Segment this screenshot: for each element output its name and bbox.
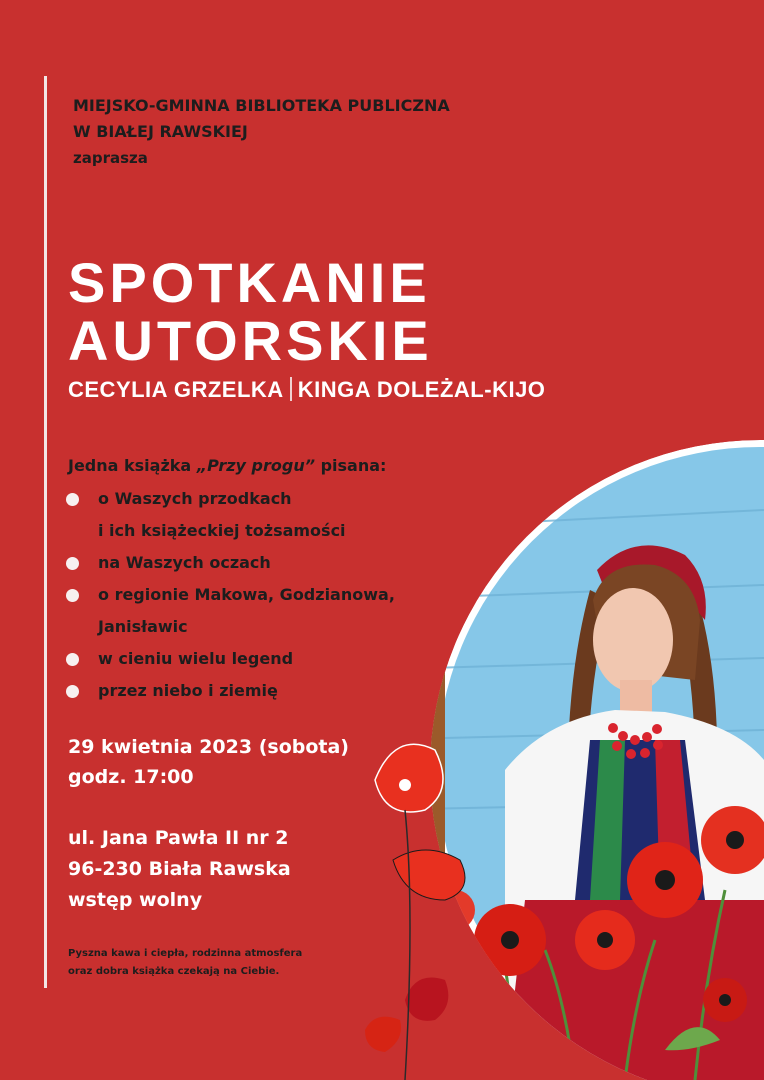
list-item-text-cont: i ich książeckiej tożsamości xyxy=(98,521,346,540)
event-time: godz. 17:00 xyxy=(68,766,194,788)
address-street: ul. Jana Pawła II nr 2 xyxy=(68,827,289,849)
photo-illustration xyxy=(365,440,764,1080)
list-item-text: w cieniu wielu legend xyxy=(98,649,294,668)
decorative-vertical-line xyxy=(44,76,47,988)
organizer-block xyxy=(73,93,450,171)
bullet-dot-icon xyxy=(66,589,79,602)
bullet-dot-icon xyxy=(66,653,79,666)
organizer-name-line1: MIEJSKO-GMINNA BIBLIOTEKA PUBLICZNA xyxy=(73,96,450,115)
list-item-text: na Waszych oczach xyxy=(98,553,271,572)
authors-line xyxy=(68,377,545,403)
author-name-2: KINGA DOLEŻAL-KIJO xyxy=(297,377,546,402)
footer-note-line1: Pyszna kawa i ciepła, rodzinna atmosfera xyxy=(68,948,303,959)
book-title: „Przy progu” xyxy=(196,456,316,475)
footer-note xyxy=(68,945,302,981)
footer-note-line2: oraz dobra książka czekają na Ciebie. xyxy=(68,966,280,977)
bullet-dot-icon xyxy=(66,557,79,570)
intro-suffix: pisana: xyxy=(315,456,387,475)
event-address xyxy=(68,823,291,916)
list-item-text: przez niebo i ziemię xyxy=(98,681,278,700)
event-title-line2: AUTORSKIE xyxy=(68,309,433,372)
list-item-text: o regionie Makowa, Godzianowa, xyxy=(98,585,395,604)
book-intro xyxy=(68,456,386,475)
author-name-1: CECYLIA GRZELKA xyxy=(68,377,284,402)
bullet-dot-icon xyxy=(66,493,79,506)
event-title xyxy=(68,251,433,372)
author-separator xyxy=(290,377,292,401)
event-date: 29 kwietnia 2023 (sobota) xyxy=(68,736,349,758)
list-item-text-cont: Janisławic xyxy=(98,617,188,636)
invite-text: zaprasza xyxy=(73,149,148,167)
organizer-name-line2: W BIAŁEJ RAWSKIEJ xyxy=(73,122,248,141)
list-item-text: o Waszych przodkach xyxy=(98,489,292,508)
intro-prefix: Jedna książka xyxy=(68,456,197,475)
bullet-dot-icon xyxy=(66,685,79,698)
address-city: 96-230 Biała Rawska xyxy=(68,858,291,880)
event-title-line1: SPOTKANIE xyxy=(68,251,431,314)
entry-info: wstęp wolny xyxy=(68,889,203,911)
event-datetime xyxy=(68,732,349,792)
folk-costume-photo xyxy=(365,440,764,1080)
